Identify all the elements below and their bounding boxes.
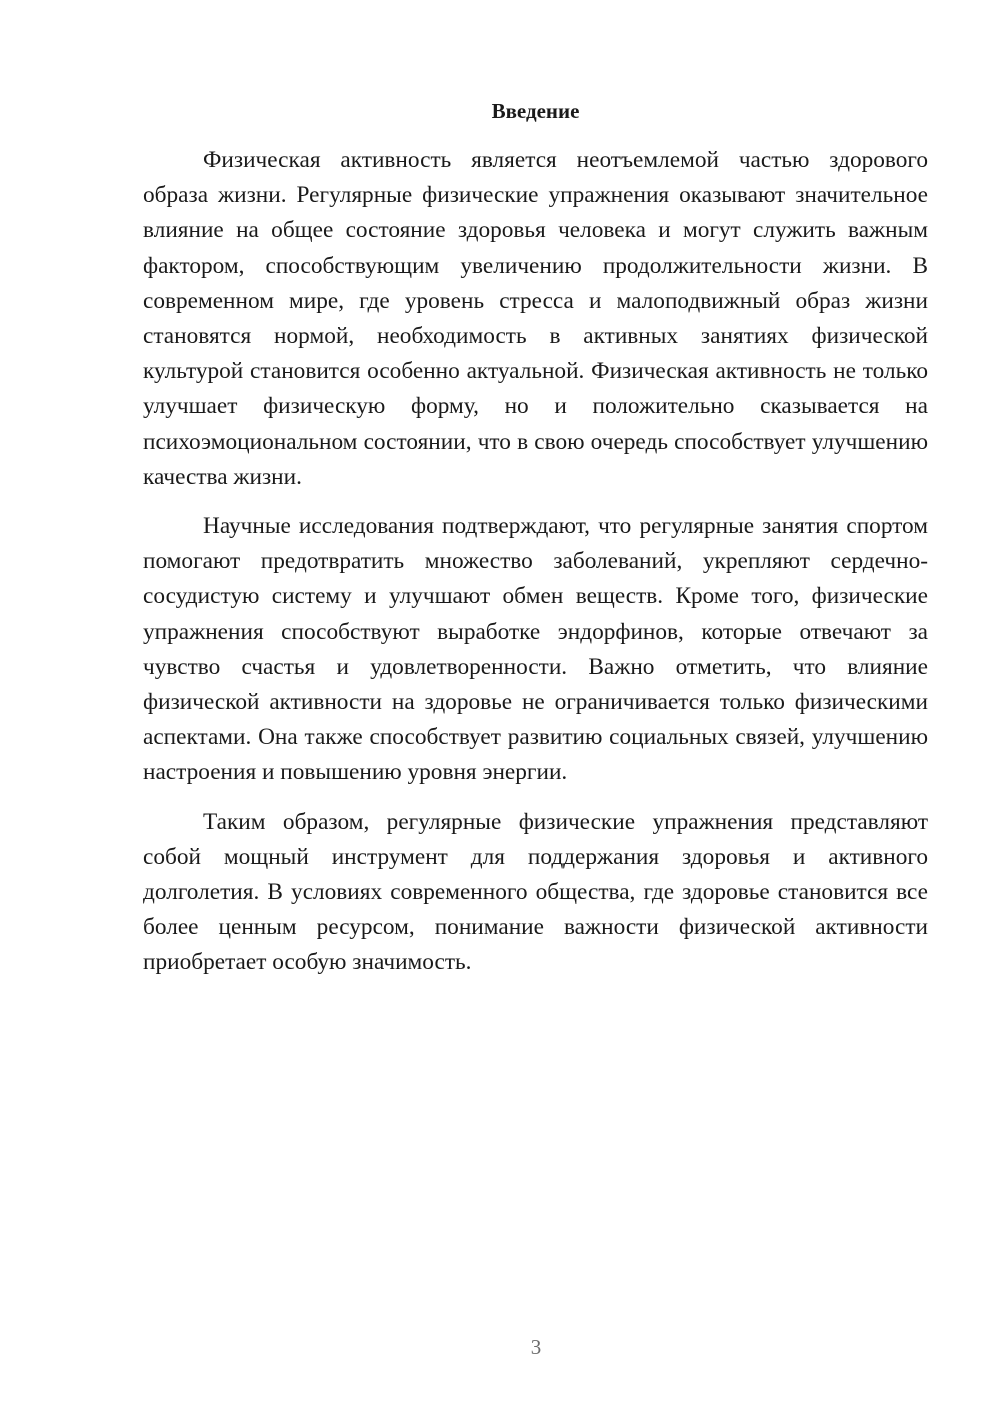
page-number: 3	[530, 1335, 542, 1359]
paragraph-3: Таким образом, регулярные физические упражнения представляют собой мощный инструмент для поддержания здоровья и активного долголетия. В условиях современного общества, где здоровье становится все более ценным ресурсом, понимание важности физической активности приобретает особую значимость.	[143, 808, 928, 976]
paragraph-2: Научные исследования подтверждают, что регулярные занятия спортом помогают предотвратить множество заболеваний, укрепляют сердечно-сосудистую систему и улучшают обмен веществ. Кроме того, физические упражнения способствуют выработке эндорфинов, которые отвечают за чувство счастья и удовлетворенности. Важно отметить, что влияние физической активности на здоровье не ограничивается только физическими аспектами. Она также способствует развитию социальных связей, улучшению настроения и повышению уровня энергии.	[143, 513, 928, 786]
body-text	[143, 143, 928, 995]
paragraph-1: Физическая активность является неотъемлемой частью здорового образа жизни. Регулярные физические упражнения оказывают значительное влияние на общее состояние здоровья человека и могут служить важным фактором, способствующим увеличению продолжительности жизни. В современном мире, где уровень стресса и малоподвижный образ жизни становятся нормой, необходимость в активных занятиях физической культурой становится особенно актуальной. Физическая активность не только улучшает физическую форму, но и положительно сказывается на психоэмоциональном состоянии, что в свою очередь способствует улучшению качества жизни.	[143, 147, 928, 490]
section-heading: Введение	[491, 99, 580, 123]
